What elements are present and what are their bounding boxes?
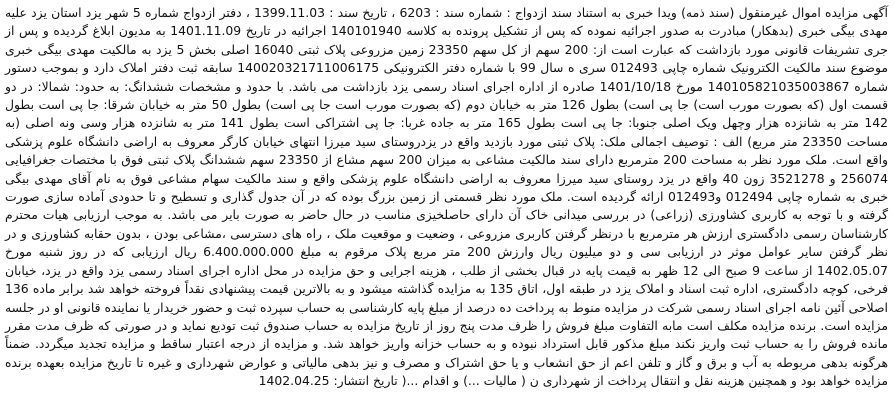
notice-body-text: آگهی مزایده اموال غیرمنقول (سند ذمه) ویدا خبری به استناد سند ازدواج : شماره سند : 6203 ، تاریخ سند : 1399.11.03 ، دفتر ازدواج شماره 5 شهر یزد استان یزد علیه مهدی بیگی خبری (بدهکار) مبادرت به صدور اجرائیه نموده که پس از تشکیل پرونده به کلاسه 140101940 اجرائیه در تاریخ 1401.11.09 به مدیون ابلاغ گردیده و پس از جری تشریفات قانونی مورد بازداشت که عبارت است از: 200 سهم از کل سهم 23350 زمین مزروعی پلاک ثبتی 16040 اصلی بخش 5 یزد به مالکیت مهدی بیگی خبری موضوع سند مالکیت الکترونیک شماره چاپی 012493 سری ه سال 99 با شماره دفتر الکترونیکی 140020321711006175 سابقه ثبت دفتر املاک دارد و بموجب دستور شماره 140105821035003867 مورخ 1401/10/18 صادره از اداره اجرای اسناد رسمی یزد بازداشت می باشد. با حدود و مشخصات ششدانگ: به حدود: شمالا: در دو قسمت اول (که بصورت مورب است) جا پی است) بطول 126 متر به خیابان دوم (که بصورت مورب است جا پی است) بطول 50 متر به خیابان شرقا: جا پی است بطول 142 متر به شانزده هزار وچهل ویک اصلی جنوبا: جا پی است بطول 165 متر به جاده غربا: جا پی اشتراکی است بطول 141 متر به شانزده هزار وسی ونه اصلی (به مساحت 23350 متر مربع) الف : توصیف اجمالی ملک: پلاک ثبتی مورد بازدید واقع در یزدروستای سید میرزا انتهای خیابان کارگر معروف به اراضی دانشگاه علوم پزشکی واقع است. ملک مورد نظر به مساحت 200 مترمربع دارای سند مالکیت مشاعی به میزان 200 سهم مشاع از 23350 سهم ششدانگ پلاک ثبتی فوق با مختصات جغرافیایی 256074 و 3521278 زون 40 واقع در یزد روستای سید میرزا معروف به اراضی دانشگاه علوم پزشکی واقع و سند مالکیت سهام مشاعی فوق به نام آقای مهدی بیگی خبری به شماره چاپی 012494 و012493 ارائه گردیده است. ملک مورد نظر قسمتی از زمین بزرگ بوده که در آن جدول گذاری و تسطیح و تا حدودی آماده سازی صورت گرفته و با توجه به کاربری کشاورزی (زراعی) در بررسی میدانی خاک آن دارای حاصلخیزی مناسب در حال حاضر به صورت بایر می باشد. به موجب ارزیابی هیات محترم کارشناسان رسمی دادگستری ارزش هر مترمربع با درنظر گرفتن کاربری مزروعی ، وضعیت و موقعیت ملک ، راه های دسترسی ،مشاعی بودن ، بدون حقابه کشاورزی و در نظر گرفتن سایر عوامل موثر در ارزیابی سی و دو میلیون ریال وارزش 200 متر مربع پلاک مرقوم به مبلغ 6.400.000.000 ریال ارزیابی که در روز شنبه مورخ 1402.05.07 از ساعت 9 صبح الی 12 ظهر به قیمت پایه در قبال بخشی از طلب ، هزینه اجرایی و حق مزایده در محل اداره اجرای اسناد رسمی یزد واقع در یزد، خیابان فرخی، کوچه دادگستری، اداره ثبت اسناد و املاک یزد در طبقه اول، اتاق 135 به مزایده گذاشته میشود و به بالاترین قیمت پیشنهادی نقداً فروخته خواهد شد برابر ماده 136 اصلاحی آئین نامه اجرای اسناد رسمی شرکت در مزایده منوط به پرداخت ده درصد از مبلغ پایه کارشناسی به حساب سپرده ثبت و حضور خریدار یا نماینده قانونی او در جلسه مزایده است. برنده مزایده مکلف است مابه التفاوت مبلغ فروش را ظرف مدت پنج روز از تاریخ مزایده به حساب صندوق ثبت تودیع نماید و در صورتی که ظرف مدت مقرر مانده فروش را به حساب ثبت واریز نکند مبلغ مذکور قابل استرداد نبوده و به حساب خزانه واریز خواهد شد. و مزایده از درجه اعتبار ساقط و مزایده تجدید میگردد. ضمناً هرگونه بدهی مربوطه به آب و برق و گاز و تلفن اعم از حق انشعاب و یا حق اشتراک و مصرف و نیز بدهی مالیاتی و عوارض شهرداری و غیره تا تاریخ مزایده بعهده برنده مزایده خواهد بود و همچنین هزینه نقل و انتقال پرداخت از شهرداری ن ( مالیات ...) و اقدام ...( تاریخ انتشار: 1402.04.25 bbox=[5, 5, 889, 389]
